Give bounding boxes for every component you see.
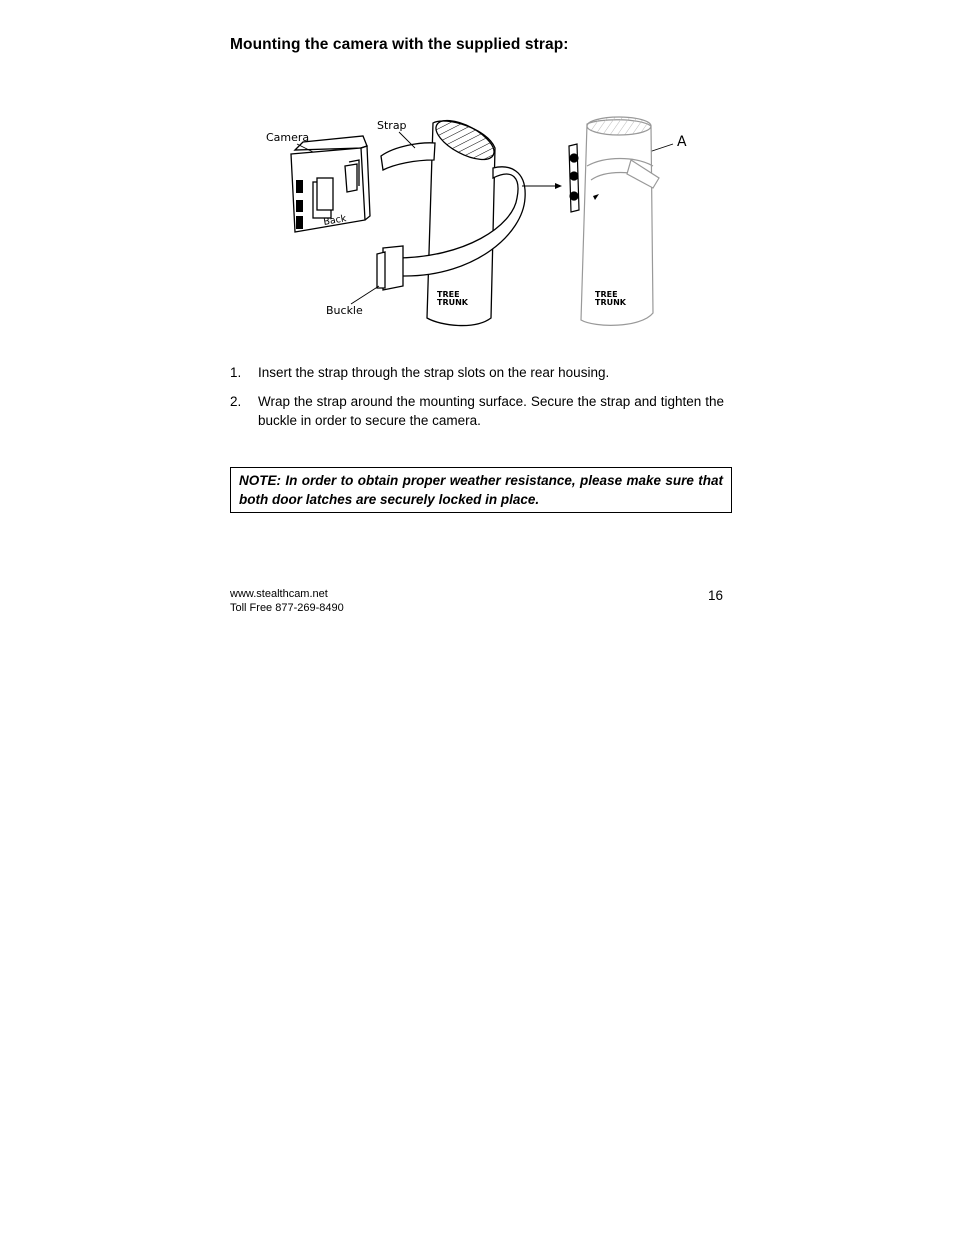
trunk-label-right-2: TRUNK bbox=[595, 298, 627, 307]
buckle-label: Buckle bbox=[326, 304, 363, 317]
footer-website: www.stealthcam.net bbox=[230, 588, 328, 600]
trunk-label-left-2: TRUNK bbox=[437, 298, 469, 307]
tree-label-left-1: TREE bbox=[437, 290, 460, 299]
footer-phone: Toll Free 877-269-8490 bbox=[230, 602, 344, 614]
back-label: Back bbox=[322, 213, 348, 228]
strap-label: Strap bbox=[377, 119, 407, 132]
callout-a-label: A bbox=[677, 134, 687, 150]
tree-trunk-right bbox=[581, 117, 659, 325]
strap-mounting-illustration bbox=[255, 108, 705, 333]
mounted-camera-side bbox=[569, 144, 579, 212]
weather-resistance-note: NOTE: In order to obtain proper weather resistance, please make sure that both door latches are securely locked in place. bbox=[230, 467, 732, 513]
page-title: Mounting the camera with the supplied strap: bbox=[230, 36, 569, 53]
camera-latches bbox=[296, 180, 303, 229]
instruction-step bbox=[230, 392, 724, 430]
step-number: 1. bbox=[230, 365, 242, 380]
instruction-step bbox=[230, 363, 724, 382]
step-text: Insert the strap through the strap slots on the rear housing. bbox=[258, 365, 610, 380]
tree-label-right-1: TREE bbox=[595, 290, 618, 299]
footer-contact bbox=[230, 587, 344, 615]
step-text: Wrap the strap around the mounting surface. Secure the strap and tighten the buckle in order to secure the camera. bbox=[258, 394, 724, 428]
step-number: 2. bbox=[230, 394, 242, 409]
page-number: 16 bbox=[708, 588, 724, 603]
camera-label: Camera bbox=[266, 131, 310, 144]
instruction-list bbox=[230, 363, 724, 440]
